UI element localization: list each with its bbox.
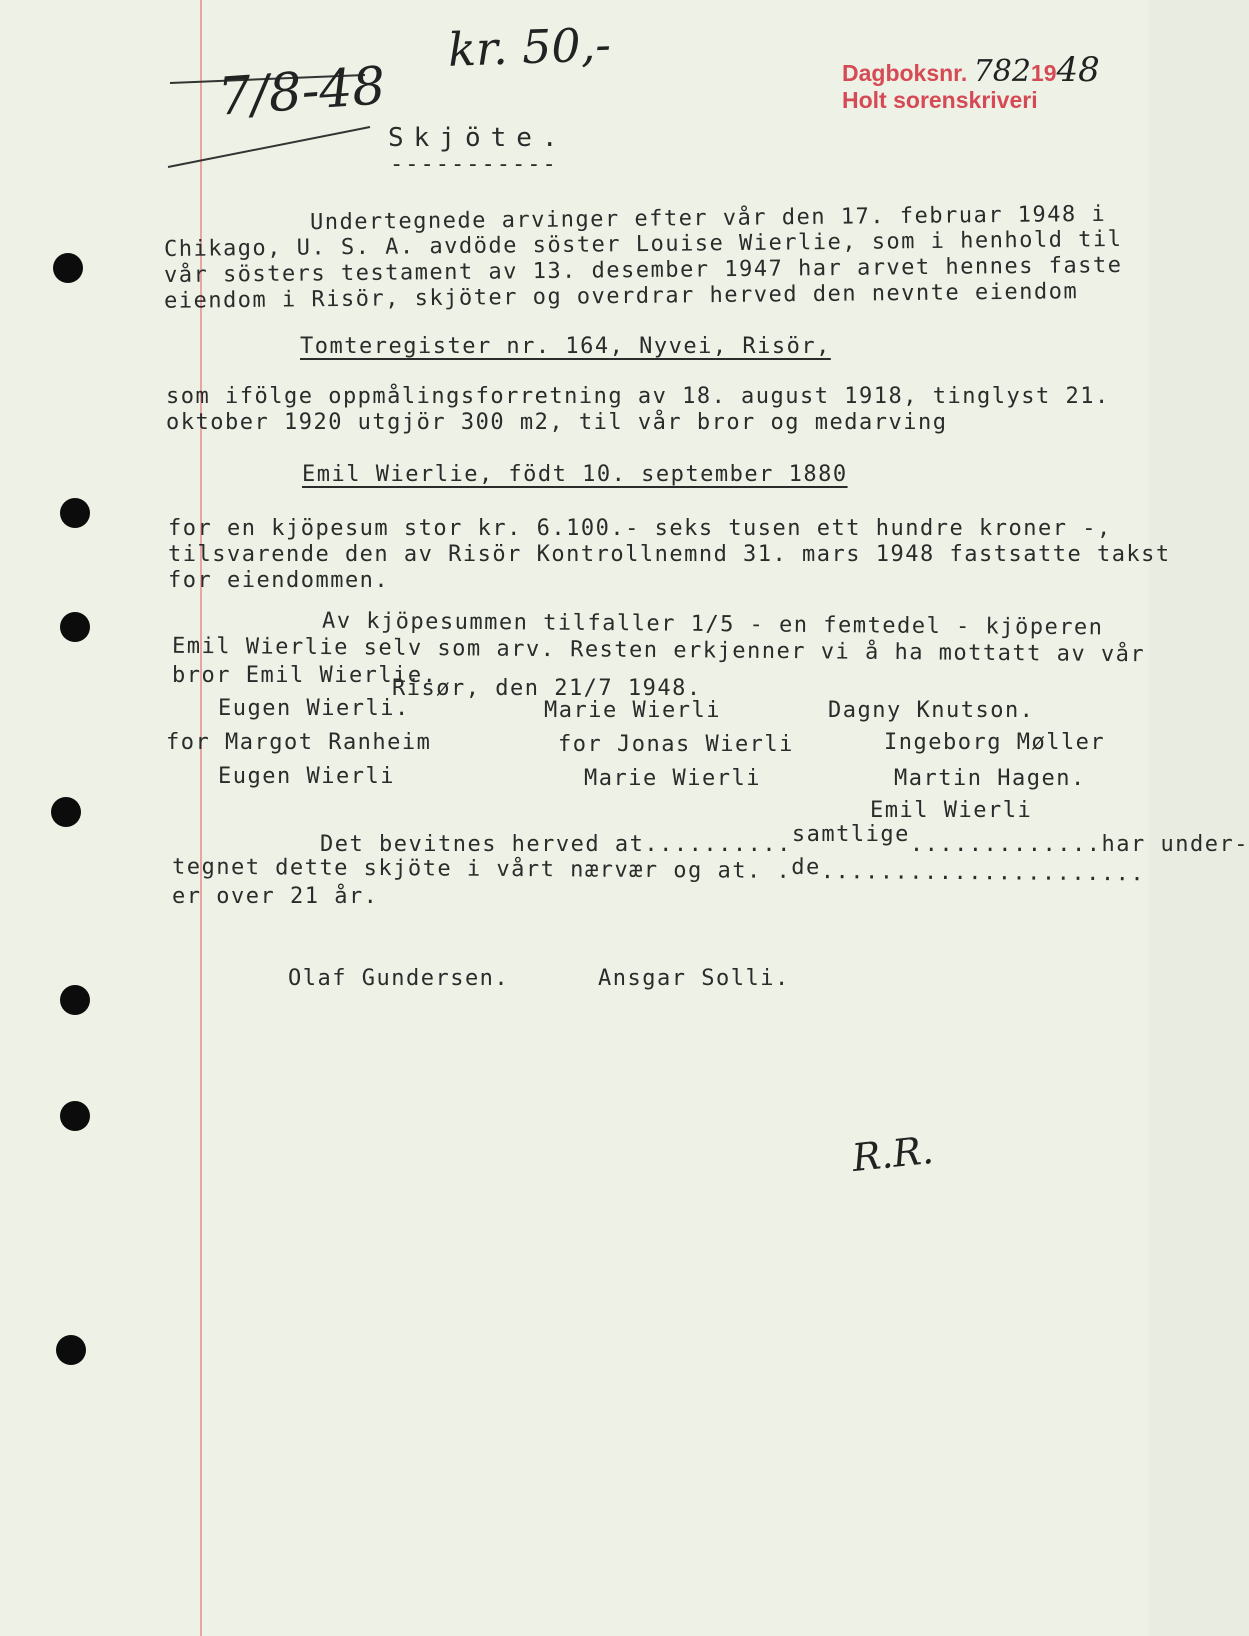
attestation-fill: de — [791, 854, 821, 881]
attestation-text: tegnet dette skjöte i vårt nærvær og at. . — [171, 854, 792, 884]
punch-hole — [56, 1335, 86, 1365]
body-line: Chikago, U. S. A. avdöde söster Louise Wierlie, som i henhold til — [163, 226, 1123, 263]
attestation-line-1 — [320, 822, 1249, 858]
punch-hole — [60, 985, 90, 1015]
signature: Ingeborg Møller — [884, 730, 1106, 755]
body-line: for eiendommen. — [168, 568, 390, 593]
body-line: tilsvarende den av Risör Kontrollnemnd 31. mars 1948 fastsatte takst — [168, 542, 1171, 567]
signature: Dagny Knutson. — [828, 698, 1035, 723]
handwritten-fee: kr. 50,- — [447, 17, 612, 77]
signature: Eugen Wierli — [218, 764, 395, 789]
body-line: bror Emil Wierlie. — [172, 663, 438, 688]
attestation-line-2 — [172, 855, 1145, 888]
witness-name: Olaf Gundersen. — [288, 966, 510, 991]
punch-hole — [51, 797, 81, 827]
punch-hole — [60, 498, 90, 528]
handwritten-date: 7/8-48 — [216, 56, 388, 128]
diary-number-stamp — [842, 50, 1100, 90]
stamp-year-hand: 48 — [1056, 50, 1100, 90]
body-line: eiendom i Risör, skjöter og overdrar herved den nevnte eiendom — [163, 279, 1079, 314]
title-rule: ----------- — [390, 152, 558, 177]
body-line: Undertegnede arvinger efter vår den 17. februar 1948 i — [309, 201, 1107, 236]
body-line: som ifölge oppmålingsforretning av 18. august 1918, tinglyst 21. — [166, 384, 1110, 409]
witness-name: Ansgar Solli. — [598, 966, 790, 991]
property-heading: Tomteregister nr. 164, Nyvei, Risör, — [300, 334, 831, 359]
body-line: Emil Wierlie selv som arv. Resten erkjenner vi å ha mottatt av vår — [171, 633, 1146, 668]
attestation-dots: ......... — [659, 832, 792, 857]
stamp-number: 782 — [973, 54, 1031, 89]
punch-hole — [53, 253, 83, 283]
body-line: Av kjöpesummen tilfaller 1/5 - en femtedel - kjöperen — [321, 608, 1104, 641]
stamp-prefix: Dagboksnr. — [842, 60, 968, 86]
signature: for Jonas Wierli — [558, 732, 794, 757]
attestation-text: har under- — [1101, 832, 1249, 857]
body-line: for en kjöpesum stor kr. 6.100.- seks tusen ett hundre kroner -, — [168, 516, 1112, 541]
signature: Martin Hagen. — [894, 766, 1086, 791]
signature: Marie Wierli — [544, 698, 721, 723]
punch-hole — [60, 1101, 90, 1131]
attestation-line-3: er over 21 år. — [172, 884, 379, 909]
signature: Eugen Wierli. — [218, 696, 410, 721]
signature: Marie Wierli — [584, 766, 761, 791]
signature: Emil Wierli — [870, 798, 1033, 823]
attestation-dots: ............. — [909, 832, 1102, 857]
document-title: Skjöte. — [388, 123, 568, 153]
handwritten-initials: R.R. — [849, 1127, 936, 1181]
attestation-text: Det bevitnes herved at. — [320, 832, 660, 857]
punch-hole — [60, 612, 90, 642]
body-line: vår sösters testament av 13. desember 1947 har arvet hennes faste — [163, 252, 1123, 289]
stamp-year-print: 19 — [1030, 60, 1057, 86]
attestation-fill: samtlige — [791, 822, 910, 847]
signature: for Margot Ranheim — [166, 730, 432, 755]
attestation-dots: ...................... — [820, 859, 1146, 887]
buyer-heading: Emil Wierlie, födt 10. september 1880 — [302, 462, 848, 487]
office-stamp: Holt sorenskriveri — [842, 87, 1038, 113]
body-line: oktober 1920 utgjör 300 m2, til vår bror og medarving — [166, 410, 948, 435]
place-date: Risør, den 21/7 1948. — [392, 676, 702, 701]
